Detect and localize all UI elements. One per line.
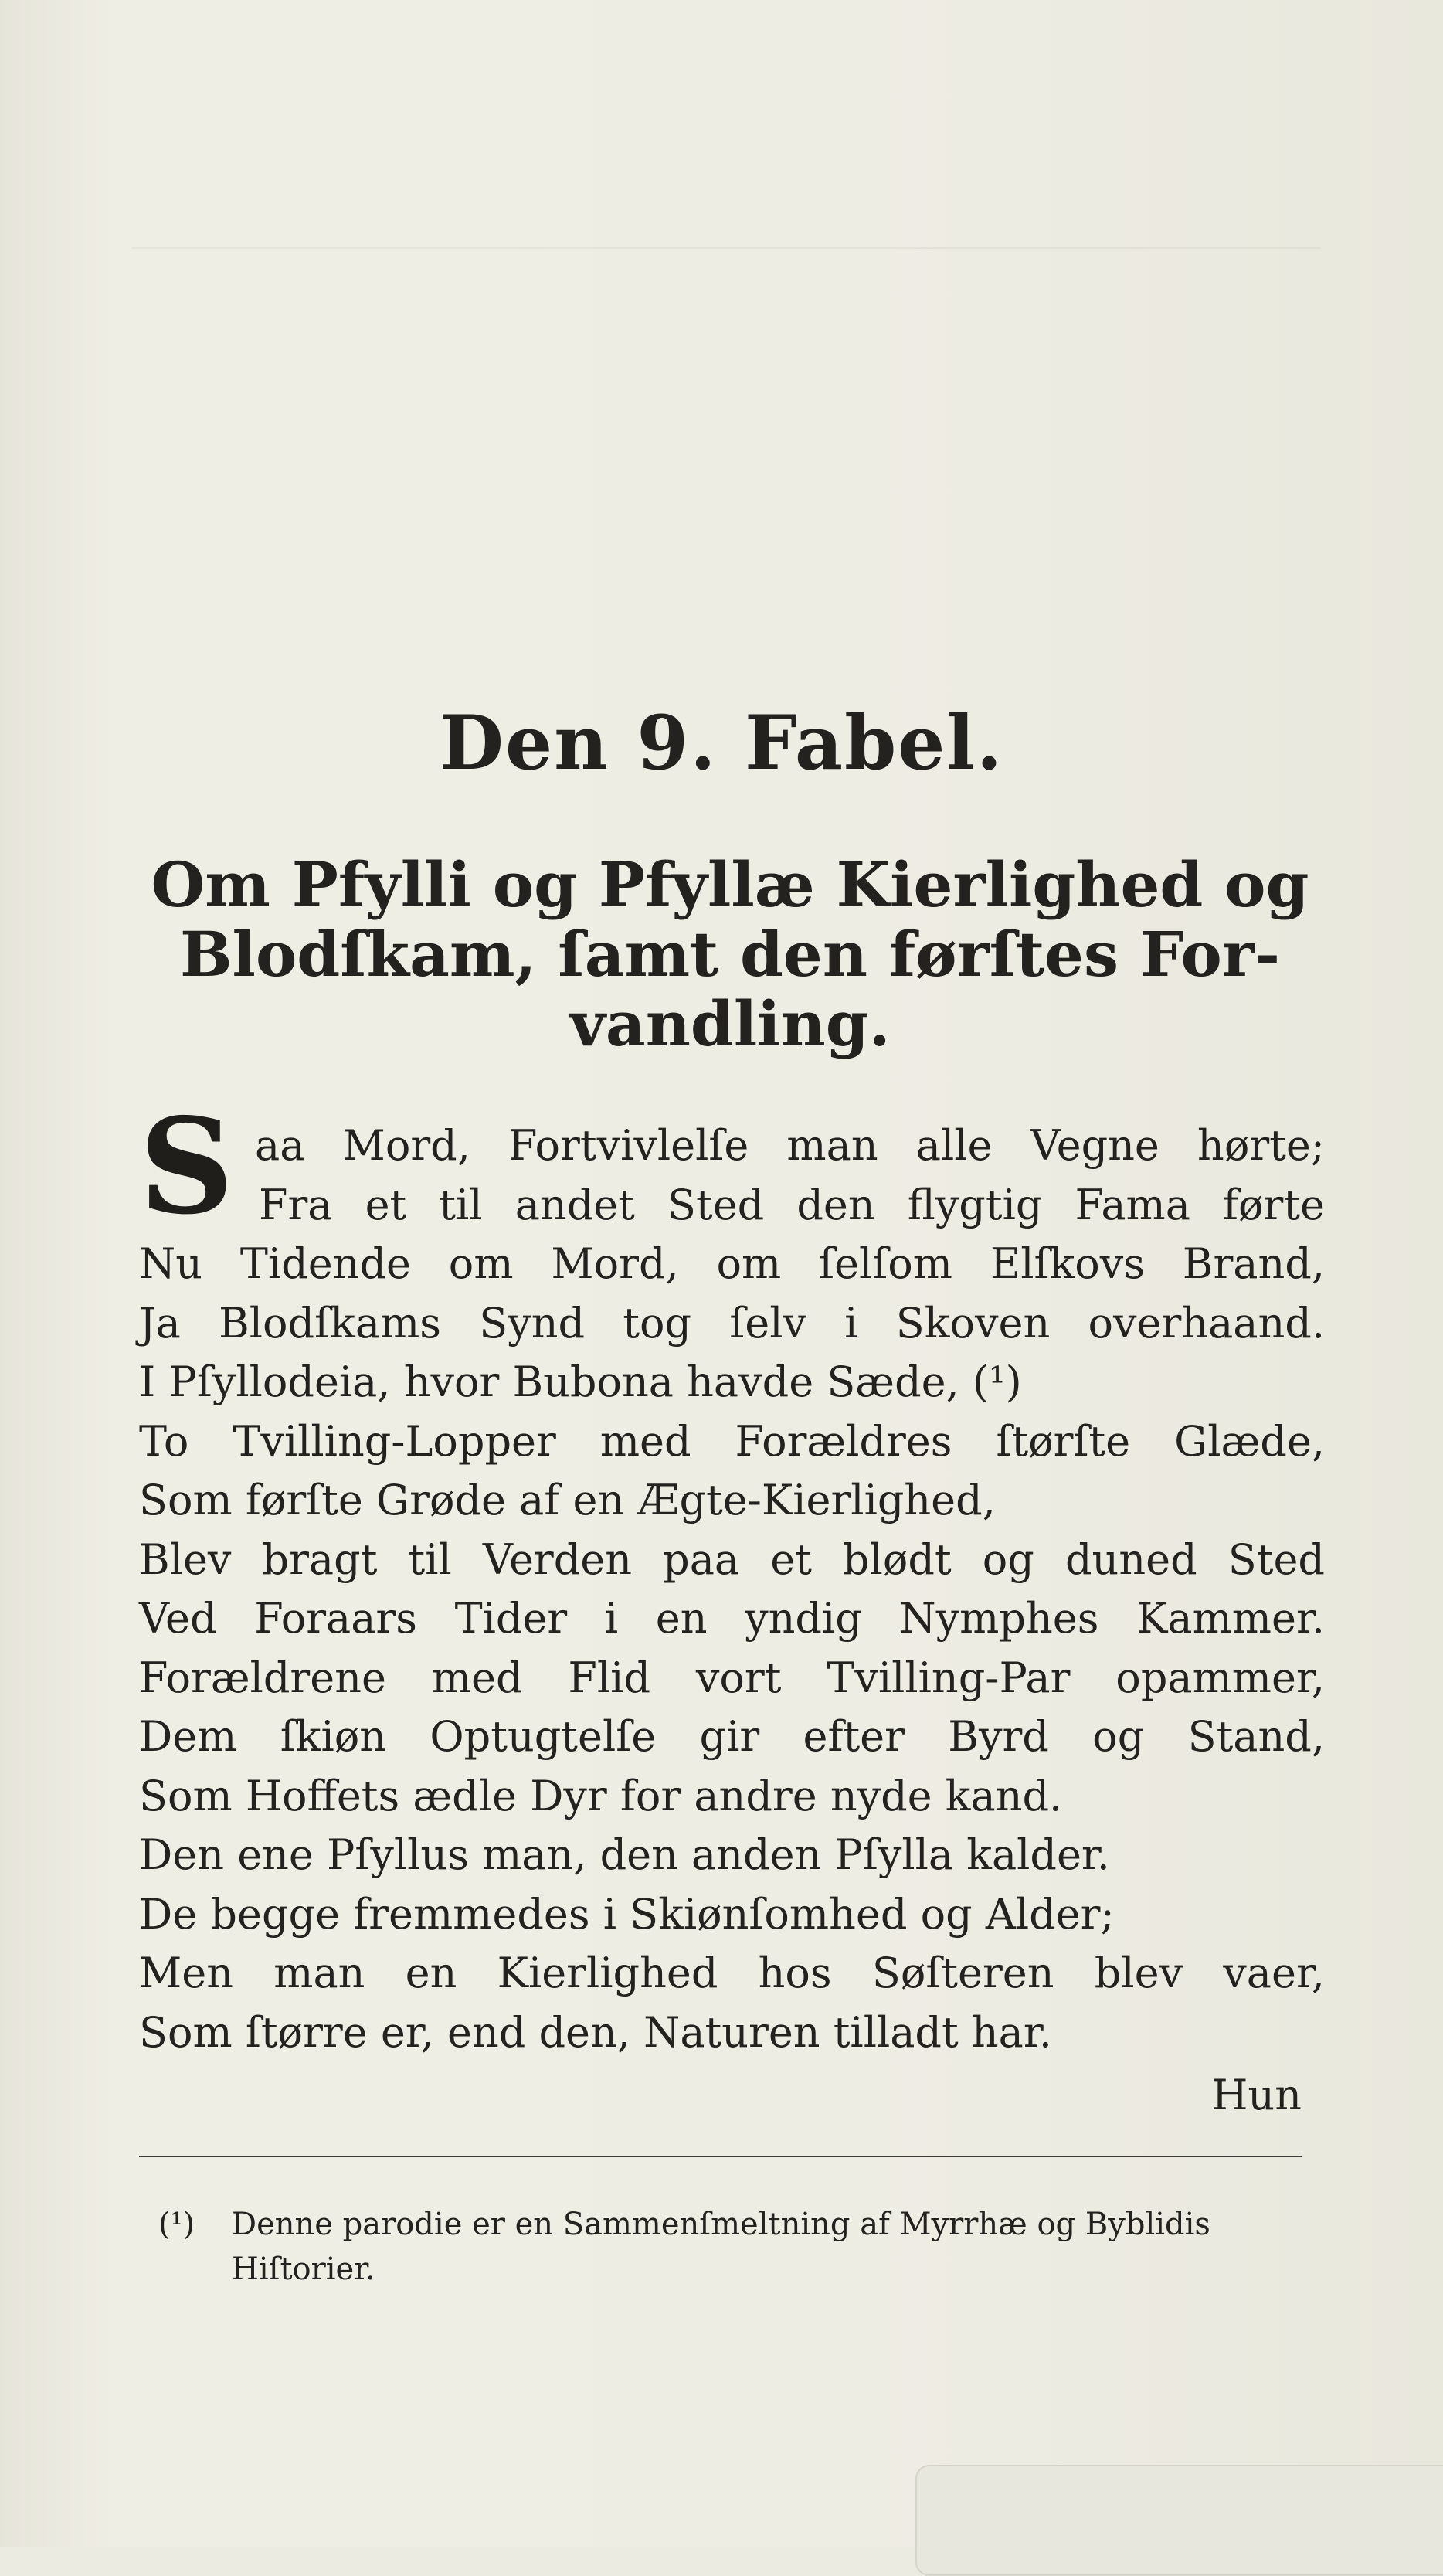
footnote-mark: (¹) xyxy=(158,2207,195,2242)
catchword: Hun xyxy=(1211,2071,1302,2119)
footnote-text-line: Hiſtorier. xyxy=(232,2251,375,2287)
verse-line: Fra et til andet Sted den flygtig Fama førte xyxy=(259,1180,1325,1229)
subtitle-line: vandling. xyxy=(569,987,891,1060)
verse-line: Som Hoffets ædle Dyr for andre nyde kand. xyxy=(139,1771,1063,1820)
verse-line: Ved Foraars Tider i en yndig Nymphes Kammer. xyxy=(139,1594,1325,1643)
footnote-divider xyxy=(139,2156,1302,2157)
verse-line: Forældrene med Flid vort Tvilling-Par opammer, xyxy=(139,1653,1325,1702)
verse-line: Dem ſkiøn Optugtelſe gir efter Byrd og Stand, xyxy=(139,1712,1325,1761)
verse-line: Den ene Pſyllus man, den anden Pſylla kalder. xyxy=(139,1830,1110,1879)
verse-line: Nu Tidende om Mord, om ſelſom Elſkovs Brand, xyxy=(139,1239,1325,1288)
verse-line: De begge fremmedes i Skiønſomhed og Alder; xyxy=(139,1889,1115,1939)
fable-subtitle xyxy=(135,850,1325,1059)
verse-line: Som førſte Grøde af en Ægte-Kierlighed, xyxy=(139,1476,996,1524)
verse-line: Som ſtørre er, end den, Naturen tilladt har. xyxy=(139,2007,1052,2057)
fable-title: Den 9. Fabel. xyxy=(439,699,1004,787)
paper-edge-corner xyxy=(915,2465,1443,2576)
poem-body xyxy=(139,1116,1325,2062)
verse-line: Blev bragt til Verden paa et blødt og duned Sted xyxy=(139,1534,1325,1584)
verse-line: aa Mord, Fortvivlelſe man alle Vegne hørte; xyxy=(255,1121,1325,1170)
verse-line: I Pſyllodeia, hvor Bubona havde Sæde, (¹) xyxy=(139,1358,1022,1406)
verse-line: Men man en Kierlighed hos Søſteren blev vaer, xyxy=(139,1949,1325,1997)
footnote xyxy=(158,2202,1302,2292)
bleed-through-rule xyxy=(131,247,1321,249)
subtitle-line: Blodſkam, ſamt den førſtes For- xyxy=(179,918,1281,991)
footnote-text-line: Denne parodie er en Sammenſmeltning af Myrrhæ og Byblidis xyxy=(232,2207,1210,2242)
verse-line: Ja Blodſkams Synd tog ſelv i Skoven overhaand. xyxy=(139,1298,1325,1347)
subtitle-line: Om Pfylli og Pfyllæ Kierlighed og xyxy=(151,848,1309,921)
verse-line: To Tvilling-Lopper med Forældres ſtørſte Glæde, xyxy=(139,1416,1325,1466)
drop-cap: S xyxy=(139,1089,234,1244)
